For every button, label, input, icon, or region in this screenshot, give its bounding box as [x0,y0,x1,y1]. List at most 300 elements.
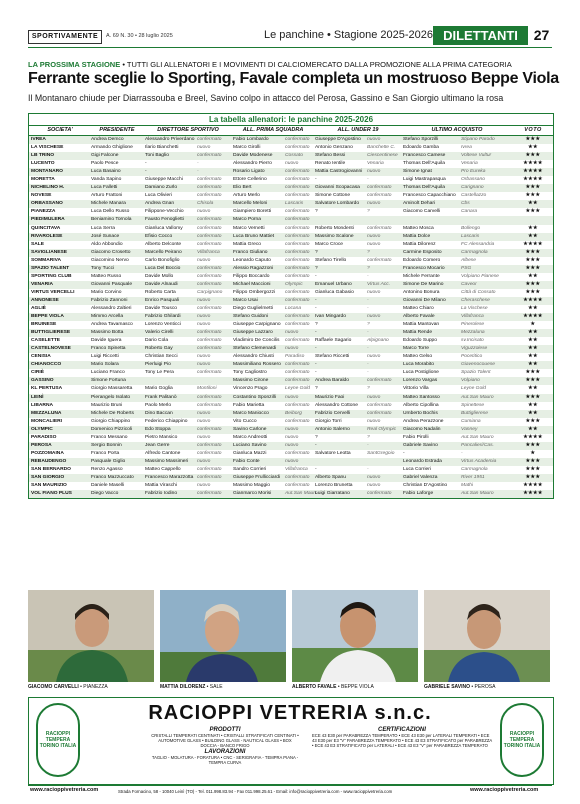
cell-allenatore-note: Olympic [285,281,303,287]
cell-direttore: Filippone-Vecchio [145,209,184,215]
cell-under19-note: ? [367,249,370,255]
header-societa: SOCIETA' [47,127,73,133]
cell-direttore: - [145,161,147,167]
cell-acquisto: Mattia Dilorenz [403,241,436,247]
cell-allenatore-note: confermato [285,338,310,344]
cell-acquisto-from: Caveor [461,281,477,287]
cell-direttore-note: confermato [197,346,222,352]
cell-under19: Massimo Scalone [315,233,354,239]
cell-acquisto-from: Buttiglierese [461,410,488,416]
cell-societa: BEPPE VIOLA [31,314,64,320]
table-row [29,458,553,466]
cell-allenatore: Massimo Maggio [233,483,270,489]
cell-allenatore-note: confermato [285,418,310,424]
cell-voto: ★★ [528,386,538,392]
cell-presidente: Fabrizio Zannoni [91,297,128,303]
table-row [29,216,553,224]
cell-under19: Lorenzo Brunetta [315,483,353,489]
cell-direttore: Jean Gerre [145,442,170,448]
cell-acquisto-from: Canara [461,209,478,215]
cell-allenatore-note: nuovo [285,161,299,167]
cell-voto: ★★ [528,346,538,352]
ad-certifications [312,727,492,749]
cell-direttore-note: confermato [197,177,222,183]
cell-acquisto: Lorenzo Vargas [403,378,438,384]
cell-under19: Gianluca Gabasio [315,289,354,295]
cell-under19-note: nuovo [367,137,381,142]
cell-under19: - [315,330,317,336]
caption-name-3: ALBERTO FAVALE [292,684,337,690]
cell-under19: - [315,177,317,183]
cell-societa: SALE [31,241,45,247]
table-title: La tabella allenatori: le panchine 2025-2026 [29,114,553,126]
cell-acquisto-from: FC Alessandria [461,241,495,247]
cell-allenatore: Massimiliano Rossero [233,362,281,368]
cell-voto: ★★★★ [523,169,543,175]
cell-presidente: Paolo Pesce [91,161,119,167]
cell-direttore: Gianluca Vallomy [145,225,183,231]
cell-direttore-note: Villafranca [197,249,220,255]
cell-under19-note: - [367,305,369,311]
table-row [29,353,553,361]
cell-societa: LEINÌ [31,394,44,400]
cell-presidente: Diego Vacco [91,491,119,497]
seal-left-icon [36,703,80,777]
cell-acquisto-from: Aut.San Mauro [461,491,494,497]
cell-under19-note: Banchette C. [367,145,396,151]
cell-allenatore-note: confermato [285,209,310,215]
cell-acquisto: Mattia Rende [403,330,433,336]
cell-under19-note: - [367,442,369,448]
cell-direttore-note: nuovo [197,458,211,464]
cell-acquisto: Matteo Mosca [403,225,434,231]
cell-under19-note: confermato [367,402,392,408]
cell-allenatore-note: confermato [285,257,310,263]
cell-acquisto-from: Pinerolese [461,322,485,328]
cell-allenatore-note: confermato [285,241,310,247]
ad-brand: RACIOPPI VETRERIA s.n.c. [148,702,432,724]
cell-allenatore: Giuseppe Carpignano [233,322,281,328]
cell-acquisto-from: - [461,450,463,456]
cell-under19-note [365,458,401,466]
cell-under19: - [315,370,317,376]
cell-direttore: - [145,169,147,175]
cell-acquisto-from: Cheraschese [461,297,490,303]
cell-voto [511,216,553,224]
cell-societa: ANNONESE [31,297,59,303]
cell-presidente: Luca Dello Russo [91,209,130,215]
cell-acquisto: Thomas Dell'Aquila [403,161,445,167]
cell-allenatore: Mattia Greco [233,241,261,247]
cell-allenatore: Marcello Meloni [233,201,268,207]
cell-allenatore: Fabio Conte [233,458,260,464]
cell-under19-note: SantGregoio [367,450,395,456]
cell-under19: Emanuel Urbano [315,281,352,287]
cell-societa: SPORTING CLUB [31,273,72,279]
cell-presidente: Daniele Maselli [91,483,125,489]
cell-presidente: Arturo Frattoni [91,193,123,199]
cell-societa: MONTANARO [31,169,63,175]
cell-voto: ★★★ [525,137,541,142]
table-row [29,418,553,426]
cell-under19: - [315,297,317,303]
cell-acquisto: Giacomo Carvelli [403,209,441,215]
cell-direttore-note: confermato [197,330,222,336]
cell-voto: ★★ [528,362,538,368]
cell-allenatore-note: confermato [285,193,310,199]
cell-allenatore: Alessandro Chiusti [233,354,274,360]
cell-direttore: Carlo Bonofiglio [145,257,180,263]
player-photo-2 [160,590,286,682]
cell-voto: ★★★ [525,249,541,255]
cell-voto: ★★★ [525,474,541,480]
table-row [29,442,553,450]
cell-direttore-note: - [197,169,199,175]
cell-presidente: Andrea Tavamasco [91,322,133,328]
table-row [29,265,553,273]
cell-allenatore-note: confermato [285,483,310,489]
cell-presidente: Giorgio Massaretta [91,386,133,392]
cell-presidente: Armando Ghiglione [91,145,133,151]
cell-acquisto-from: Carmagnola [461,466,488,472]
cell-direttore: Roberto Gay [145,346,173,352]
cell-direttore: Alessandro Priverdano [145,137,195,142]
table-row [29,257,553,265]
cell-under19: - [315,273,317,279]
cell-direttore: Frank Palitanò [145,394,177,400]
cell-allenatore-note: Locana [285,305,302,311]
cell-presidente: Mimmo Arcella [91,314,124,320]
header-under19: ALL. UNDER 19 [337,127,379,133]
cell-direttore-note: nuovo [197,257,211,263]
cell-voto: ★★ [528,145,538,151]
table-row [29,426,553,434]
cell-allenatore: Diego Guglielmetti [233,305,273,311]
cell-direttore-note: confermato [197,273,222,279]
cell-voto: ★★ [528,354,538,360]
cell-under19-note: confermato [367,193,392,199]
cell-voto: ★★★ [525,281,541,287]
cell-presidente: Gigi Falcone [91,153,119,159]
cell-acquisto: Luigi Mastrapasqua [403,177,446,183]
cell-under19-note: nuovo [367,474,381,480]
cell-direttore-note: confermato [197,233,222,239]
cell-voto: ★★★★ [523,161,543,167]
cell-direttore [143,377,195,385]
cell-under19-note: - [367,466,369,472]
cell-voto: ★★★ [525,153,541,159]
cell-societa: IVREA [31,137,46,142]
seal-right-icon [500,703,544,777]
cell-voto: ★★ [528,225,538,231]
cell-acquisto: Michele Ferrante [403,273,440,279]
cell-presidente: Vanda Sapino [91,177,122,183]
cell-under19: Ivan Mingardo [315,314,346,320]
article-headline: Ferrante sceglie lo Sporting, Favale completa un mostruoso Beppe Viola [28,70,559,87]
cell-acquisto: Fabio Pirolli [403,434,429,440]
cell-acquisto-from: Bollengo [461,225,481,231]
cell-societa: LUCENTO [31,161,55,167]
cell-acquisto: Mattia Dolce [403,233,431,239]
cell-direttore: Matteo Cappello [145,466,181,472]
cell-acquisto-from: Castellazzo [461,193,487,199]
kicker-text: • TUTTI GLI ALLENATORI E I MOVIMENTI DI CALCIOMERCATO DALLA PROMOZIONE ALLA PRIMA CATEGORIA [122,60,512,69]
cell-direttore: Alberto Delconte [145,241,182,247]
cell-voto: ★★★★ [523,491,543,497]
cell-acquisto-from: Mathi [461,483,473,489]
cell-acquisto-from: Ivrea [461,145,472,151]
cell-allenatore-note: confermato [285,362,310,368]
cell-societa: PIEDIMULERA [31,217,65,223]
cell-voto: ★★ [528,402,538,408]
cell-voto: ★★ [528,330,538,336]
cell-presidente: Giacomo Crosetto [91,249,131,255]
cell-societa: CENISIA [31,354,51,360]
cell-allenatore: Alessandro Pierro [233,161,272,167]
cell-allenatore-note: Aut.San Mauro [285,491,318,497]
issue-info: A. 69 N. 30 • 28 luglio 2025 [106,33,173,39]
cell-acquisto-from: La Vischese [461,305,488,311]
cell-presidente: Luciano Franco [91,370,125,376]
table-row [29,144,553,152]
ad-work-title: LAVORAZIONI [204,748,246,755]
cell-presidente: Pasquale Giglio [91,458,126,464]
cell-allenatore-note: confermato [285,137,310,142]
cell-voto: ★★ [528,410,538,416]
player-photo-1 [28,590,154,682]
cell-societa: REBAUDENGO [31,458,67,464]
cell-direttore-note: confermato [197,137,222,142]
cell-acquisto-from: Giavenocouese [461,362,495,368]
cell-acquisto-from: Leyne Gold [461,386,487,392]
article-subhead: Il Montanaro chiude per Diarrassouba e Breel, Savino colpo in attacco del Perosa, Gassino e San Giorgio ultimano la rosa [28,93,504,103]
cell-direttore-note: confermato [197,426,222,432]
cell-direttore: Christian Secci [145,354,178,360]
cell-allenatore: Vladimiro De Concilis [233,338,280,344]
cell-direttore: Giuseppe Macchi [145,177,183,183]
cell-under19: Andrea Baraldo [315,378,349,384]
cell-allenatore: Fabio Lombardo [233,137,269,142]
cell-under19: Salvatore Leotta [315,450,351,456]
ad-website-link-2[interactable]: www.racioppivetreria.com [470,787,539,793]
cell-under19: Roberto Mondenti [315,225,354,231]
cell-presidente: Davide Iguera [91,338,122,344]
cell-allenatore: Marco Vernetti [233,225,265,231]
cell-allenatore: Stefano Clemenardi [233,346,277,352]
cell-direttore: Fausto Fenoglietti [145,217,184,223]
cell-direttore: Mattia Viraschi [145,483,177,489]
cell-societa: SPAZIO TALENT [31,265,70,271]
cell-acquisto: - [403,450,405,456]
cell-allenatore-note: confermato [285,273,310,279]
cell-under19: ? [315,209,318,215]
cell-societa: NICHELINO H. [31,185,65,191]
cell-presidente: Mario Solara [91,362,119,368]
cell-acquisto-from: Lascaris [461,233,480,239]
cell-direttore: Damiano Zurlo [145,185,178,191]
header-voto: VOTO [524,127,542,133]
cell-allenatore: Michael Maccioni [233,281,271,287]
cell-direttore: Dino Baccan [145,410,173,416]
cell-allenatore-note: nuovo [285,458,299,464]
cell-societa: VENARIA [31,281,54,287]
cell-acquisto-from: sv.Incisato [461,338,484,344]
cell-direttore: Roberto Carta [145,289,176,295]
table-body [29,136,553,498]
cell-allenatore-note: confermato [285,450,310,456]
cell-presidente: Pierangelo Isolato [91,394,131,400]
cell-under19: - [315,442,317,448]
cell-allenatore: Marco Porna [233,217,261,223]
cell-acquisto-from: Volpiano Pianese [461,273,499,279]
cell-allenatore: Vito Cucco [233,418,257,424]
coaches-table [28,113,554,499]
cell-direttore-note: confermato [197,450,222,456]
table-row [29,345,553,353]
ad-cert-title: CERTIFICAZIONI [378,727,426,733]
cell-presidente: Giovanni Pasquale [91,281,133,287]
cell-acquisto-from: Carmagnola [461,249,488,255]
cell-direttore: Francesco Marazzotta [145,474,194,480]
cell-direttore-note: nuovo [197,434,211,440]
cell-allenatore-note: Leyne Gold [285,386,311,392]
cell-voto: ★★★ [525,378,541,384]
table-row [29,321,553,329]
cell-direttore-note: confermato [197,305,222,311]
cell-allenatore: Giuseppe Lazzaro [233,330,273,336]
cell-acquisto: Simone Ignat [403,169,432,175]
cell-acquisto: Francesco Camese [403,153,446,159]
cell-direttore: Tony Le Pera [145,370,174,376]
cell-under19: Stefano Riccetti [315,354,350,360]
cell-societa: SOMMARIVA [31,257,62,263]
cell-allenatore: Davide Modenese [233,153,273,159]
cell-direttore: Ilario Bianchetti [145,145,179,151]
caption-team-2: • SALE [206,684,223,690]
cell-allenatore: Filippo Ombergozzi [233,289,276,295]
cell-acquisto: Christian D'Agostino [403,483,448,489]
cell-under19-note: nuovo [367,394,381,400]
cell-societa: AGLIÈ [31,305,46,311]
cell-societa: LIBARNA [31,402,54,408]
cell-allenatore-note: confermato [285,249,310,255]
cell-under19-note: ? [367,434,370,440]
cell-allenatore: Marco Andreotti [233,434,268,440]
cell-under19: Alessandro Cottone [315,402,358,408]
cell-direttore-note: nuovo [197,483,211,489]
cell-acquisto-from: PSG [461,265,472,271]
cell-societa: LA VISCHESE [31,145,64,151]
cell-acquisto: Matteo Santosso [403,394,440,400]
cell-allenatore-note: Lascaris [285,201,304,207]
cell-societa: CHIANOCCO [31,362,62,368]
cell-acquisto: Antonino Bonura [403,289,440,295]
cell-acquisto: Carmine Esposito [403,249,442,255]
cell-societa: MONCALIERI [31,418,62,424]
cell-acquisto-from: Cumiana [461,418,481,424]
cell-voto: ★★★ [525,193,541,199]
cell-allenatore: Fabio Marietta [233,402,265,408]
table-row [29,394,553,402]
table-row [29,474,553,482]
cell-voto: ★★ [528,201,538,207]
cell-voto: ★★★ [525,257,541,263]
cell-under19: Antonio Genzano [315,145,353,151]
caption-1 [28,684,108,690]
cell-under19: Giuseppe D'Agostino [315,137,361,142]
caption-team-3: • BEPPE VIOLA [337,684,374,690]
cell-under19 [313,216,365,224]
cell-societa: VIRTUS VERCELLI [31,289,75,295]
cell-under19-note: - [367,330,369,336]
cell-allenatore: Costantino Sponzilli [233,394,276,400]
cell-allenatore: Luca Bruno Mattiet [233,233,275,239]
cell-allenatore-note: confermato [285,370,310,376]
cell-direttore: Fabrizio Ghilardi [145,314,181,320]
cell-under19: - [315,346,317,352]
cell-voto: ★★★★ [523,314,543,320]
table-row [29,233,553,241]
cell-presidente: Franco Messano [91,434,128,440]
cell-under19-note: nuovo [367,201,381,207]
cell-presidente: Tony Tucci [91,265,115,271]
cell-under19: Marco Croce [315,241,343,247]
cell-allenatore-note: confermato [285,233,310,239]
cell-allenatore: Gianluca Mazzi [233,450,267,456]
cell-voto: ★★★★ [523,241,543,247]
header-divider [28,47,552,48]
cell-under19 [313,458,365,466]
table-row [29,361,553,369]
cell-allenatore-note: Villafranca [285,466,308,472]
cell-acquisto: Marco Torre [403,346,429,352]
photo-dilorenz [160,590,286,682]
cell-under19: Salvatore Lombardo [315,201,360,207]
cell-allenatore-note: nuovo [285,330,299,336]
ad-website-link[interactable]: www.racioppivetreria.com [30,787,99,793]
ad-products-title: PRODOTTI [209,727,241,733]
cell-under19-note: confermato [367,257,392,263]
cell-under19-note: ? [367,209,370,215]
cell-societa: MORETTA [31,177,55,183]
cell-societa: PEROSA [31,442,52,448]
cell-under19-note: - [367,346,369,352]
cell-acquisto: Mattia Mantovan [403,322,440,328]
cell-acquisto: Alberto Favale [403,314,435,320]
cell-acquisto-from: Venaria [461,161,478,167]
cell-voto: ★★★ [525,458,541,464]
cell-direttore: Valerio Cirelli [145,330,174,336]
cell-under19: Mattia Castrogiovanni [315,169,363,175]
cell-direttore-note: confermato [197,402,222,408]
cell-direttore: Luca Del Boccio [145,265,181,271]
cell-voto: ★★★★ [523,177,543,183]
cell-direttore: Andrea Gnan [145,201,175,207]
ad-cert-text: ECE 43 E30 per PARABREZZA TEMPERATO • ECE 43 E30 per LATERALI TEMPERATI • ECE 43 E30 per E3 "V" PARABREZZA TEMPERATO • ECE 43 E3 STRATIFICATO per PARABREZZA • ECE 43 E3 STRATIFICATO per LATERALI • ECE 43 E3 "V" per PARABREZZA TEMPERATO [312,733,492,749]
cell-direttore-note: nuovo [197,418,211,424]
cell-allenatore: Marco Girolli [233,145,261,151]
kicker-label: LA PROSSIMA STAGIONE [28,60,121,69]
cell-acquisto: Aminolt Dehari [403,201,436,207]
caption-2 [160,684,223,690]
cell-allenatore: Marco Maniocco [233,410,269,416]
cell-direttore-note: Carpignano [197,289,223,295]
cell-under19-note: ? [367,265,370,271]
cell-direttore-note [195,377,231,385]
cell-acquisto: Edoardo Comero [403,257,441,263]
cell-acquisto: Leonardo Estrada [403,458,442,464]
caption-name-4: GABRIELE SAVINO [424,684,471,690]
